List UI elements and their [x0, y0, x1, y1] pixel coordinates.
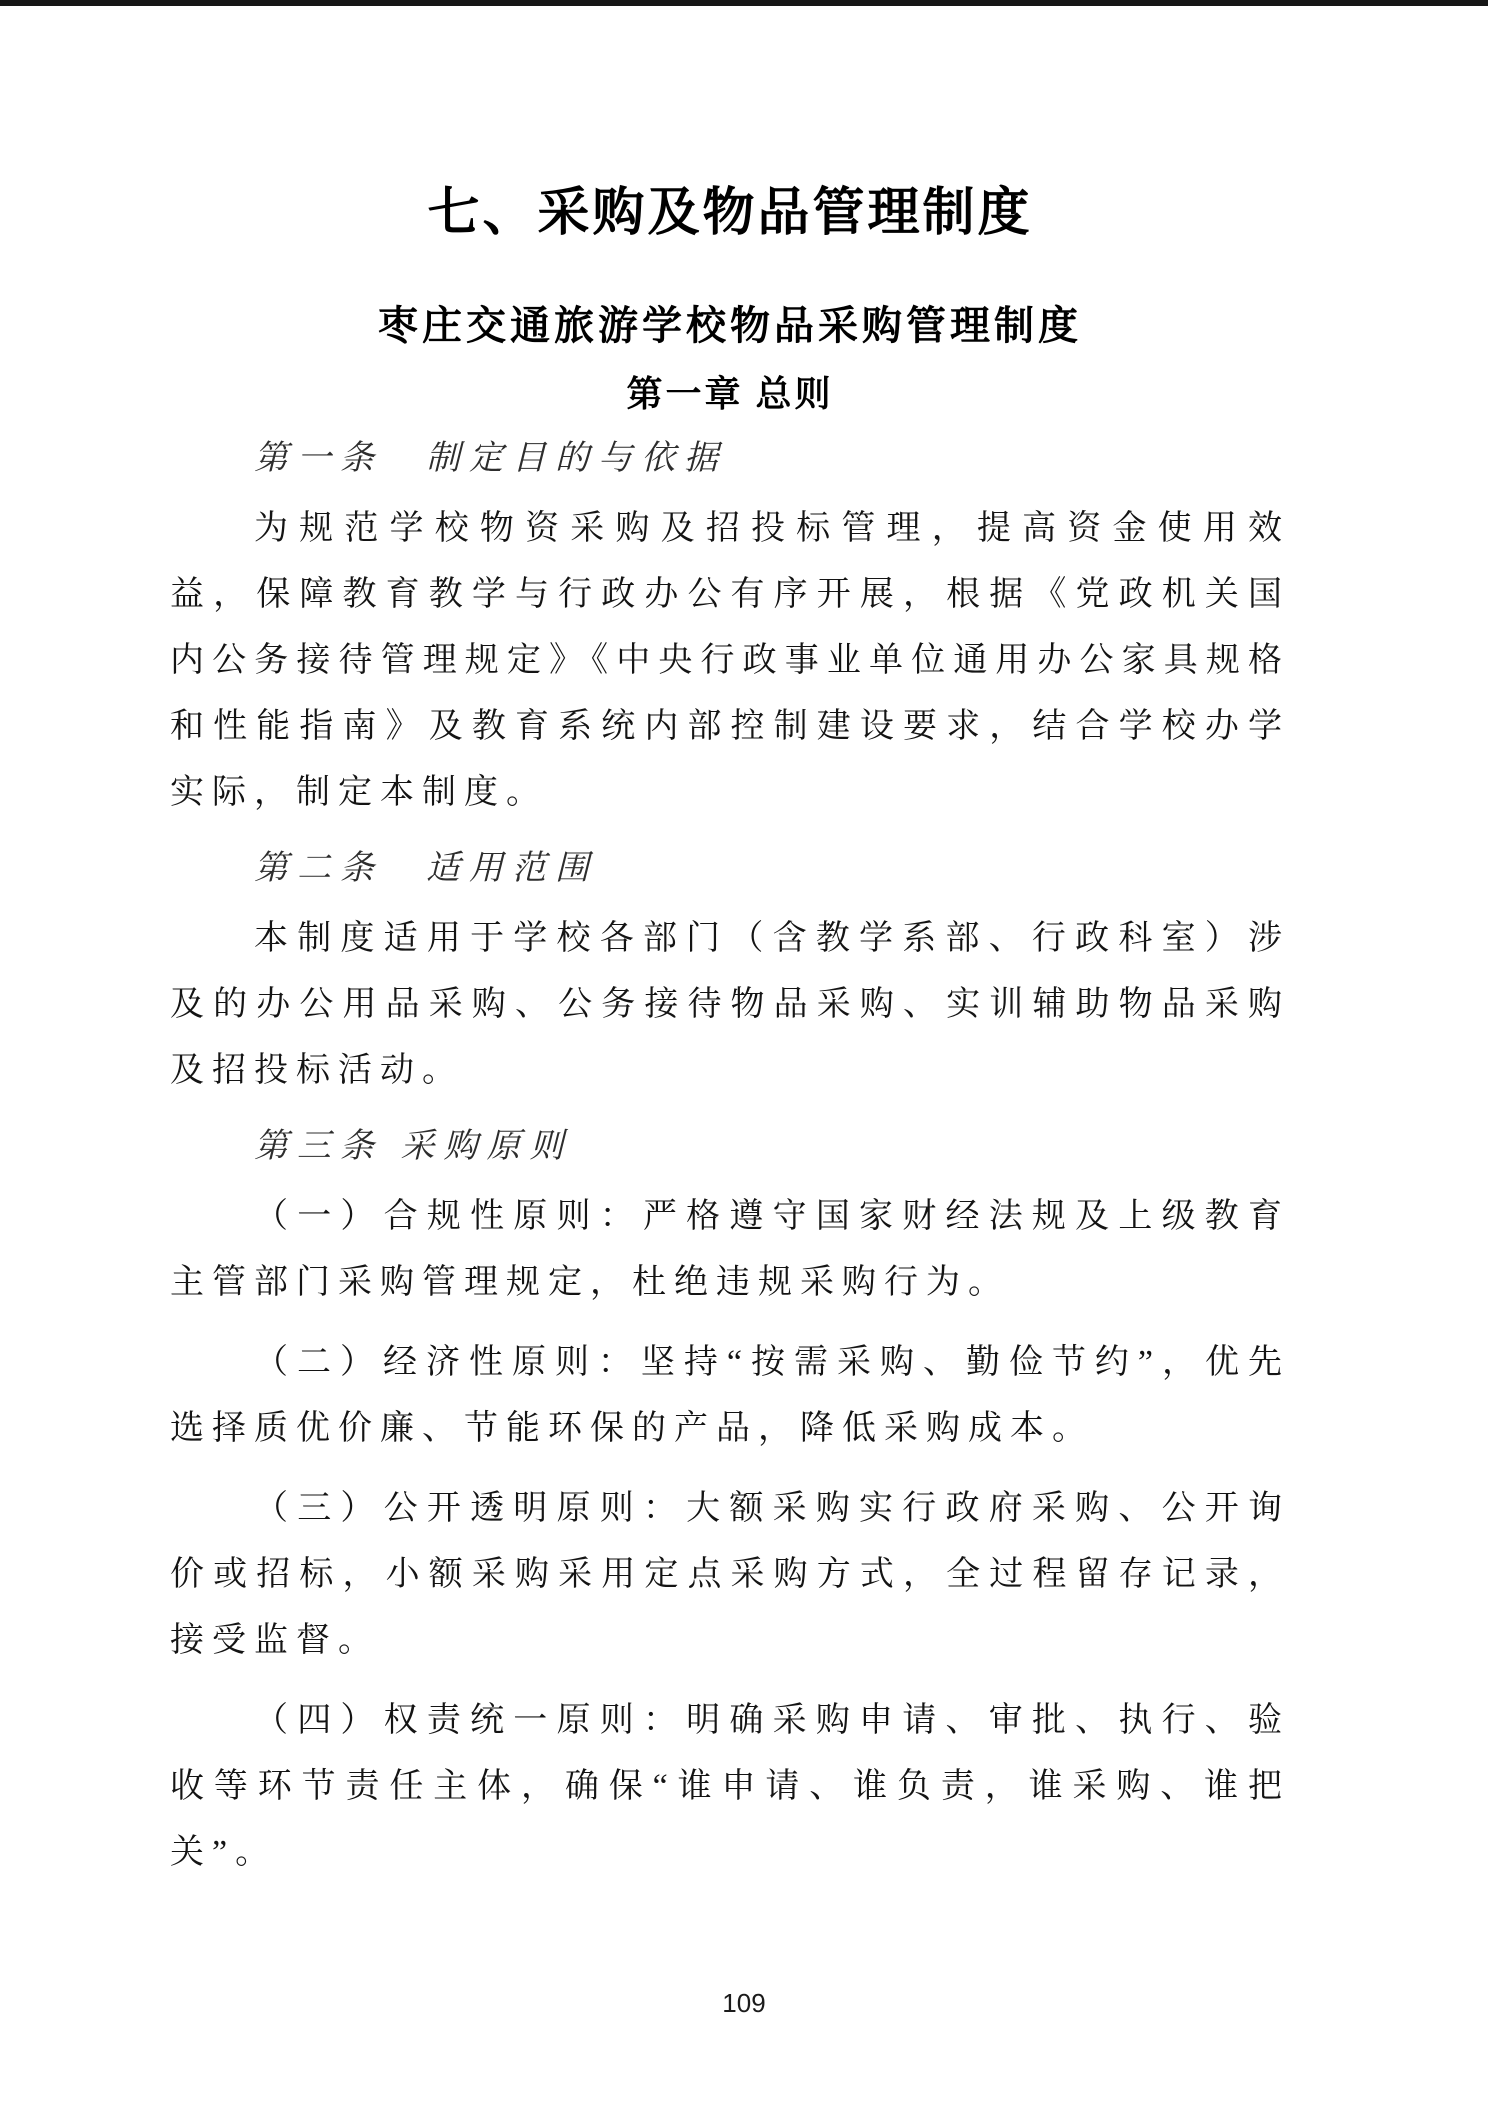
article-3-body [170, 1184, 1290, 1886]
top-border-bar [0, 0, 1488, 6]
article-3-heading: 第三条 采购原则 [254, 1128, 573, 1165]
article-3 [170, 1124, 1290, 1886]
article-2 [170, 846, 1290, 1104]
page-number: 109 [722, 1988, 766, 2018]
body-paragraph-item-4: （四）权责统一原则：明确采购申请、审批、执行、验收等环节责任主体，确保“谁申请、谁负责，谁采购、谁把关”。 [170, 1702, 1290, 1871]
body-paragraph-item-3: （三）公开透明原则：大额采购实行政府采购、公开询价或招标，小额采购采用定点采购方式，全过程留存记录，接受监督。 [170, 1490, 1290, 1659]
body-paragraph: 本制度适用于学校各部门（含教学系部、行政科室）涉及的办公用品采购、公务接待物品采购、实训辅助物品采购及招投标活动。 [170, 920, 1290, 1089]
section-title: 七、采购及物品管理制度 [427, 185, 1033, 242]
article-1-heading: 第一条 制定目的与依据 [254, 440, 727, 477]
article-2-body [170, 906, 1290, 1104]
body-paragraph-item-1: （一）合规性原则：严格遵守国家财经法规及上级教育主管部门采购管理规定，杜绝违规采购行为。 [170, 1198, 1290, 1301]
body-paragraph: 为规范学校物资采购及招投标管理，提高资金使用效益，保障教育教学与行政办公有序开展，根据《党政机关国内公务接待管理规定》《中央行政事业单位通用办公家具规格和性能指南》及教育系统内部控制建设要求，结合学校办学实际，制定本制度。 [170, 510, 1290, 811]
article-1-body [170, 496, 1290, 826]
document-content [170, 186, 1290, 1886]
body-paragraph-item-2: （二）经济性原则：坚持“按需采购、勤俭节约”，优先选择质优价廉、节能环保的产品，降低采购成本。 [170, 1344, 1290, 1447]
document-title: 枣庄交通旅游学校物品采购管理制度 [378, 303, 1082, 348]
chapter-heading: 第一章 总则 [626, 374, 834, 414]
article-2-heading: 第二条 适用范围 [254, 850, 598, 887]
article-1 [170, 436, 1290, 826]
